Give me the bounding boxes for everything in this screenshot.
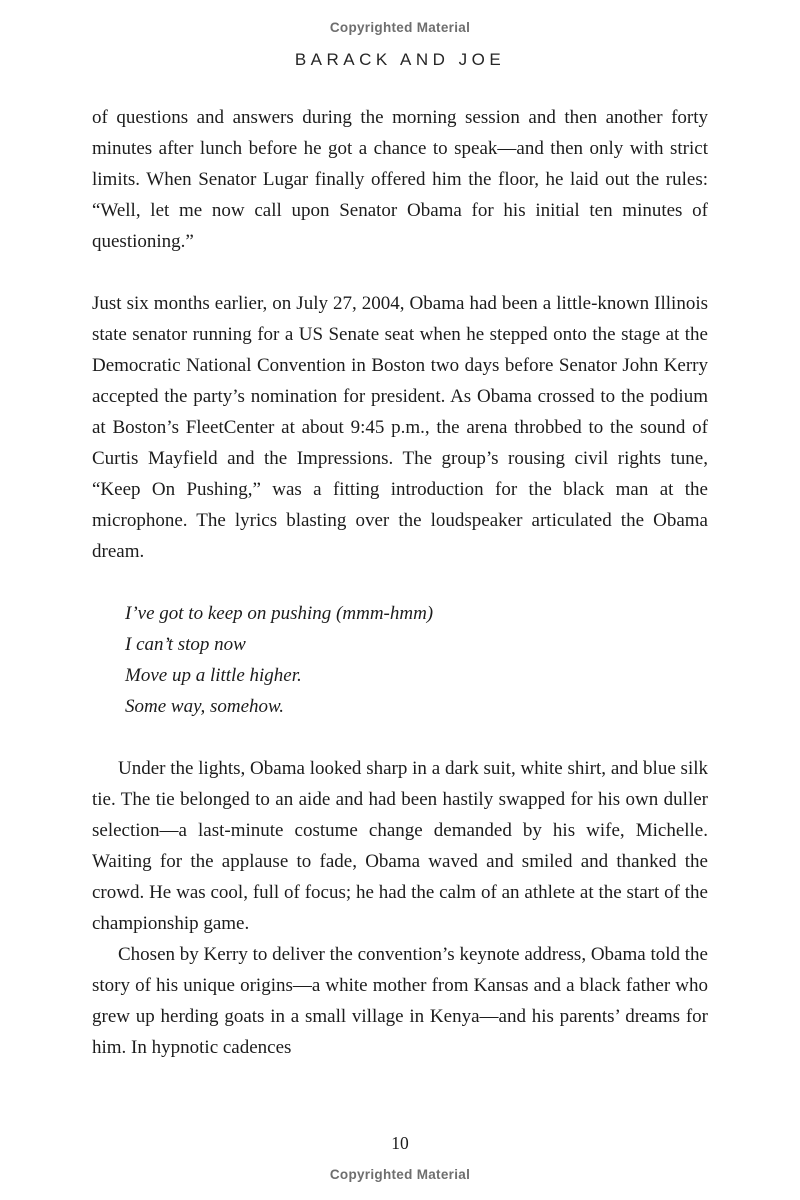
page-footer [0, 1133, 800, 1200]
page-number: 10 [391, 1133, 409, 1153]
body-text [92, 102, 708, 1063]
header-copyright-notice: Copyrighted Material [329, 20, 471, 35]
lyric-line: I can’t stop now [125, 634, 246, 655]
book-title-running-head: BARACK AND JOE [294, 50, 506, 69]
paragraph-section-opening: Just six months earlier, on July 27, 2004, Obama had been a little-known Illinois state senator running for a US Senate seat when he stepped onto the stage at the Democratic National Convention in Boston two days before Senator John Kerry accepted the party’s nomination for president. As Obama crossed to the podium at Boston’s FleetCenter at about 9:45 p.m., the arena throbbed to the sound of Curtis Mayfield and the Impressions. The group’s rousing civil rights tune, “Keep On Pushing,” was a fitting introduction for the black man at the microphone. The lyrics blasting over the loudspeaker articulated the Obama dream. [92, 293, 708, 562]
song-lyrics-block [125, 598, 708, 722]
paragraph-continuation: of questions and answers during the morning session and then another forty minutes after lunch before he got a chance to speak—and then only with strict limits. When Senator Lugar finally offered him the floor, he laid out the rules: “Well, let me now call upon Senator Obama for his initial ten minutes of questioning.” [92, 107, 708, 252]
page-header [0, 20, 800, 70]
lyric-line: I’ve got to keep on pushing (mmm-hmm) [125, 603, 434, 624]
paragraph-chosen-by-kerry: Chosen by Kerry to deliver the convention’s keynote address, Obama told the story of his unique origins—a white mother from Kansas and a black father who grew up herding goats in a small village in Kenya—and his parents’ dreams for him. In hypnotic cadences [92, 944, 708, 1058]
paragraph-under-the-lights: Under the lights, Obama looked sharp in a dark suit, white shirt, and blue silk tie. The tie belonged to an aide and had been hastily swapped for his own duller selection—a last-minute costume change demanded by his wife, Michelle. Waiting for the applause to fade, Obama waved and smiled and thanked the crowd. He was cool, full of focus; he had the calm of an athlete at the start of the championship game. [92, 758, 708, 934]
footer-copyright-notice: Copyrighted Material [329, 1167, 471, 1182]
lyric-line: Move up a little higher. [125, 665, 302, 686]
lyric-line: Some way, somehow. [125, 696, 285, 717]
